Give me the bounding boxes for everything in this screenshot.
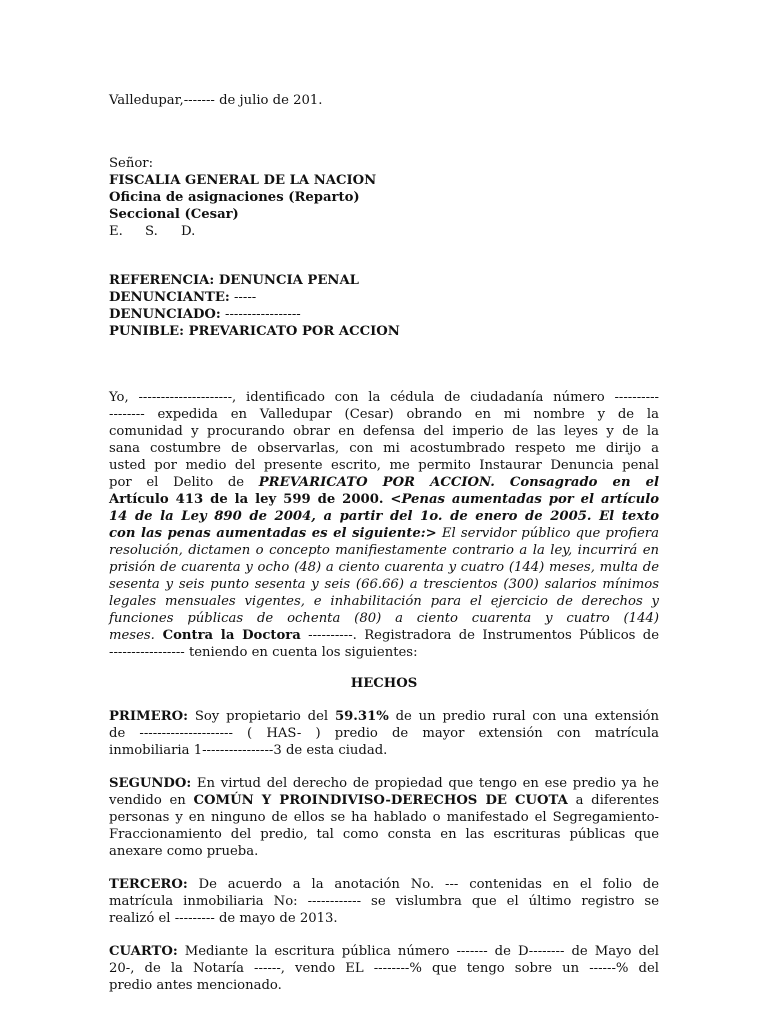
- esd-d: D.: [181, 224, 196, 239]
- intro-line-12: sesenta y seis punto sesenta y seis (66.66) a trescientos (300) salarios mínimos: [109, 577, 659, 592]
- segundo-line-4: Fraccionamiento del predio, tal como consta en las escrituras públicas que: [109, 827, 659, 842]
- segundo-2c: a diferentes: [567, 793, 659, 808]
- segundo-2a: vendido en: [109, 793, 194, 808]
- tercero-line-3: realizó el --------- de mayo de 2013.: [109, 911, 338, 926]
- intro-line-16: ----------------- teniendo en cuenta los siguientes:: [109, 645, 418, 660]
- esd-e: E.: [109, 224, 123, 239]
- intro-line-8: 14 de la Ley 890 de 2004, a partir del 1o. de enero de 2005. El texto: [109, 509, 659, 524]
- intro-6c: Consagrado en el: [494, 475, 660, 490]
- intro-line-7: [109, 491, 659, 508]
- intro-line-15: [109, 627, 659, 644]
- denunciado-line: [109, 306, 659, 323]
- intro-line-5: usted por medio del presente escrito, me permito Instaurar Denuncia penal: [109, 458, 659, 473]
- denunciado-value: -----------------: [220, 307, 301, 322]
- cuarto-1a: Mediante la escritura pública número ------- de D-------- de Mayo del: [177, 944, 659, 959]
- intro-line-2: -------- expedida en Valledupar (Cesar) obrando en mi nombre y de la: [109, 407, 659, 422]
- intro-15b: Contra la Doctora: [154, 628, 301, 643]
- intro-line-1: Yo, ---------------------, identificado con la cédula de ciudadanía número ----------: [109, 390, 659, 405]
- esd-line: [109, 223, 659, 240]
- segundo-line-3: personas y en ninguno de ellos se ha hablado o manifestado el Segregamiento-: [109, 810, 659, 825]
- tercero-line-1: [109, 876, 659, 893]
- intro-15a: meses.: [109, 628, 155, 643]
- intro-7a: Artículo 413 de la ley 599 de 2000.: [109, 492, 391, 507]
- referencia-line: REFERENCIA: DENUNCIA PENAL: [109, 273, 359, 288]
- addressee-line-1: FISCALIA GENERAL DE LA NACION: [109, 173, 377, 188]
- date-line: Valledupar,------- de julio de 201.: [109, 93, 323, 108]
- primero-line-2: de --------------------- ( HAS- ) predio de mayor extensión con matrícula: [109, 726, 659, 741]
- segundo-label: SEGUNDO:: [109, 776, 192, 791]
- primero-line-3: inmobiliaria 1----------------3 de esta ciudad.: [109, 743, 388, 758]
- salutation: Señor:: [109, 156, 154, 171]
- intro-line-3: comunidad y procurando obrar en defensa del imperio de las leyes y de la: [109, 424, 659, 439]
- esd-s: S.: [145, 224, 158, 239]
- intro-9a: con las penas aumentadas es el siguiente:>: [109, 526, 437, 541]
- hechos-heading: HECHOS: [350, 676, 418, 691]
- tercero-line-2: matrícula inmobiliaria No: ------------ se vislumbra que el último registro se: [109, 894, 659, 909]
- intro-9b: El servidor público que profiera: [436, 526, 659, 541]
- denunciante-label: DENUNCIANTE:: [109, 290, 230, 305]
- intro-line-11: prisión de cuarenta y ocho (48) a ciento cuarenta y cuatro (144) meses, multa de: [109, 560, 659, 575]
- cuarto-line-1: [109, 943, 659, 960]
- segundo-line-2: [109, 792, 659, 809]
- intro-6b: PREVARICATO POR ACCION.: [258, 475, 495, 490]
- intro-line-13: legales mensuales vigentes, e inhabilitación para el ejercicio de derechos y: [109, 594, 659, 609]
- intro-line-6: [109, 474, 659, 491]
- tercero-label: TERCERO:: [109, 877, 188, 892]
- primero-line-1: [109, 708, 659, 725]
- primero-label: PRIMERO:: [109, 709, 189, 724]
- segundo-2b: COMÚN Y PROINDIVISO-DERECHOS DE CUOTA: [193, 793, 568, 808]
- addressee-line-3: Seccional (Cesar): [109, 207, 239, 222]
- punible-line: PUNIBLE: PREVARICATO POR ACCION: [109, 324, 400, 339]
- intro-7b: <Penas aumentadas por el artículo: [390, 492, 659, 507]
- denunciante-line: [109, 289, 659, 306]
- primero-percent: 59.31%: [334, 709, 389, 724]
- cuarto-label: CUARTO:: [109, 944, 178, 959]
- intro-15c: ----------. Registradora de Instrumentos Públicos de: [300, 628, 659, 643]
- intro-line-4: sana costumbre de observarlas, con mi acostumbrado respeto me dirijo a: [109, 441, 659, 456]
- tercero-1a: De acuerdo a la anotación No. --- contenidas en el folio de: [187, 877, 659, 892]
- cuarto-line-2: 20-, de la Notaría ------, vendo EL --------% que tengo sobre un ------% del: [109, 961, 659, 976]
- primero-1a: Soy propietario del: [188, 709, 335, 724]
- intro-line-10: resolución, dictamen o concepto manifiestamente contrario a la ley, incurrirá en: [109, 543, 659, 558]
- addressee-line-2: Oficina de asignaciones (Reparto): [109, 190, 360, 205]
- cuarto-line-3: predio antes mencionado.: [109, 978, 282, 993]
- segundo-1a: En virtud del derecho de propiedad que tengo en ese predio ya he: [191, 776, 659, 791]
- denunciado-label: DENUNCIADO:: [109, 307, 221, 322]
- intro-6a: por el Delito de: [109, 475, 259, 490]
- segundo-line-1: [109, 775, 659, 792]
- intro-line-14: funciones públicas de ochenta (80) a ciento cuarenta y cuatro (144): [109, 611, 659, 626]
- primero-1c: de un predio rural con una extensión: [388, 709, 659, 724]
- intro-line-9: [109, 525, 659, 542]
- denunciante-value: -----: [229, 290, 257, 305]
- segundo-line-5: anexare como prueba.: [109, 844, 259, 859]
